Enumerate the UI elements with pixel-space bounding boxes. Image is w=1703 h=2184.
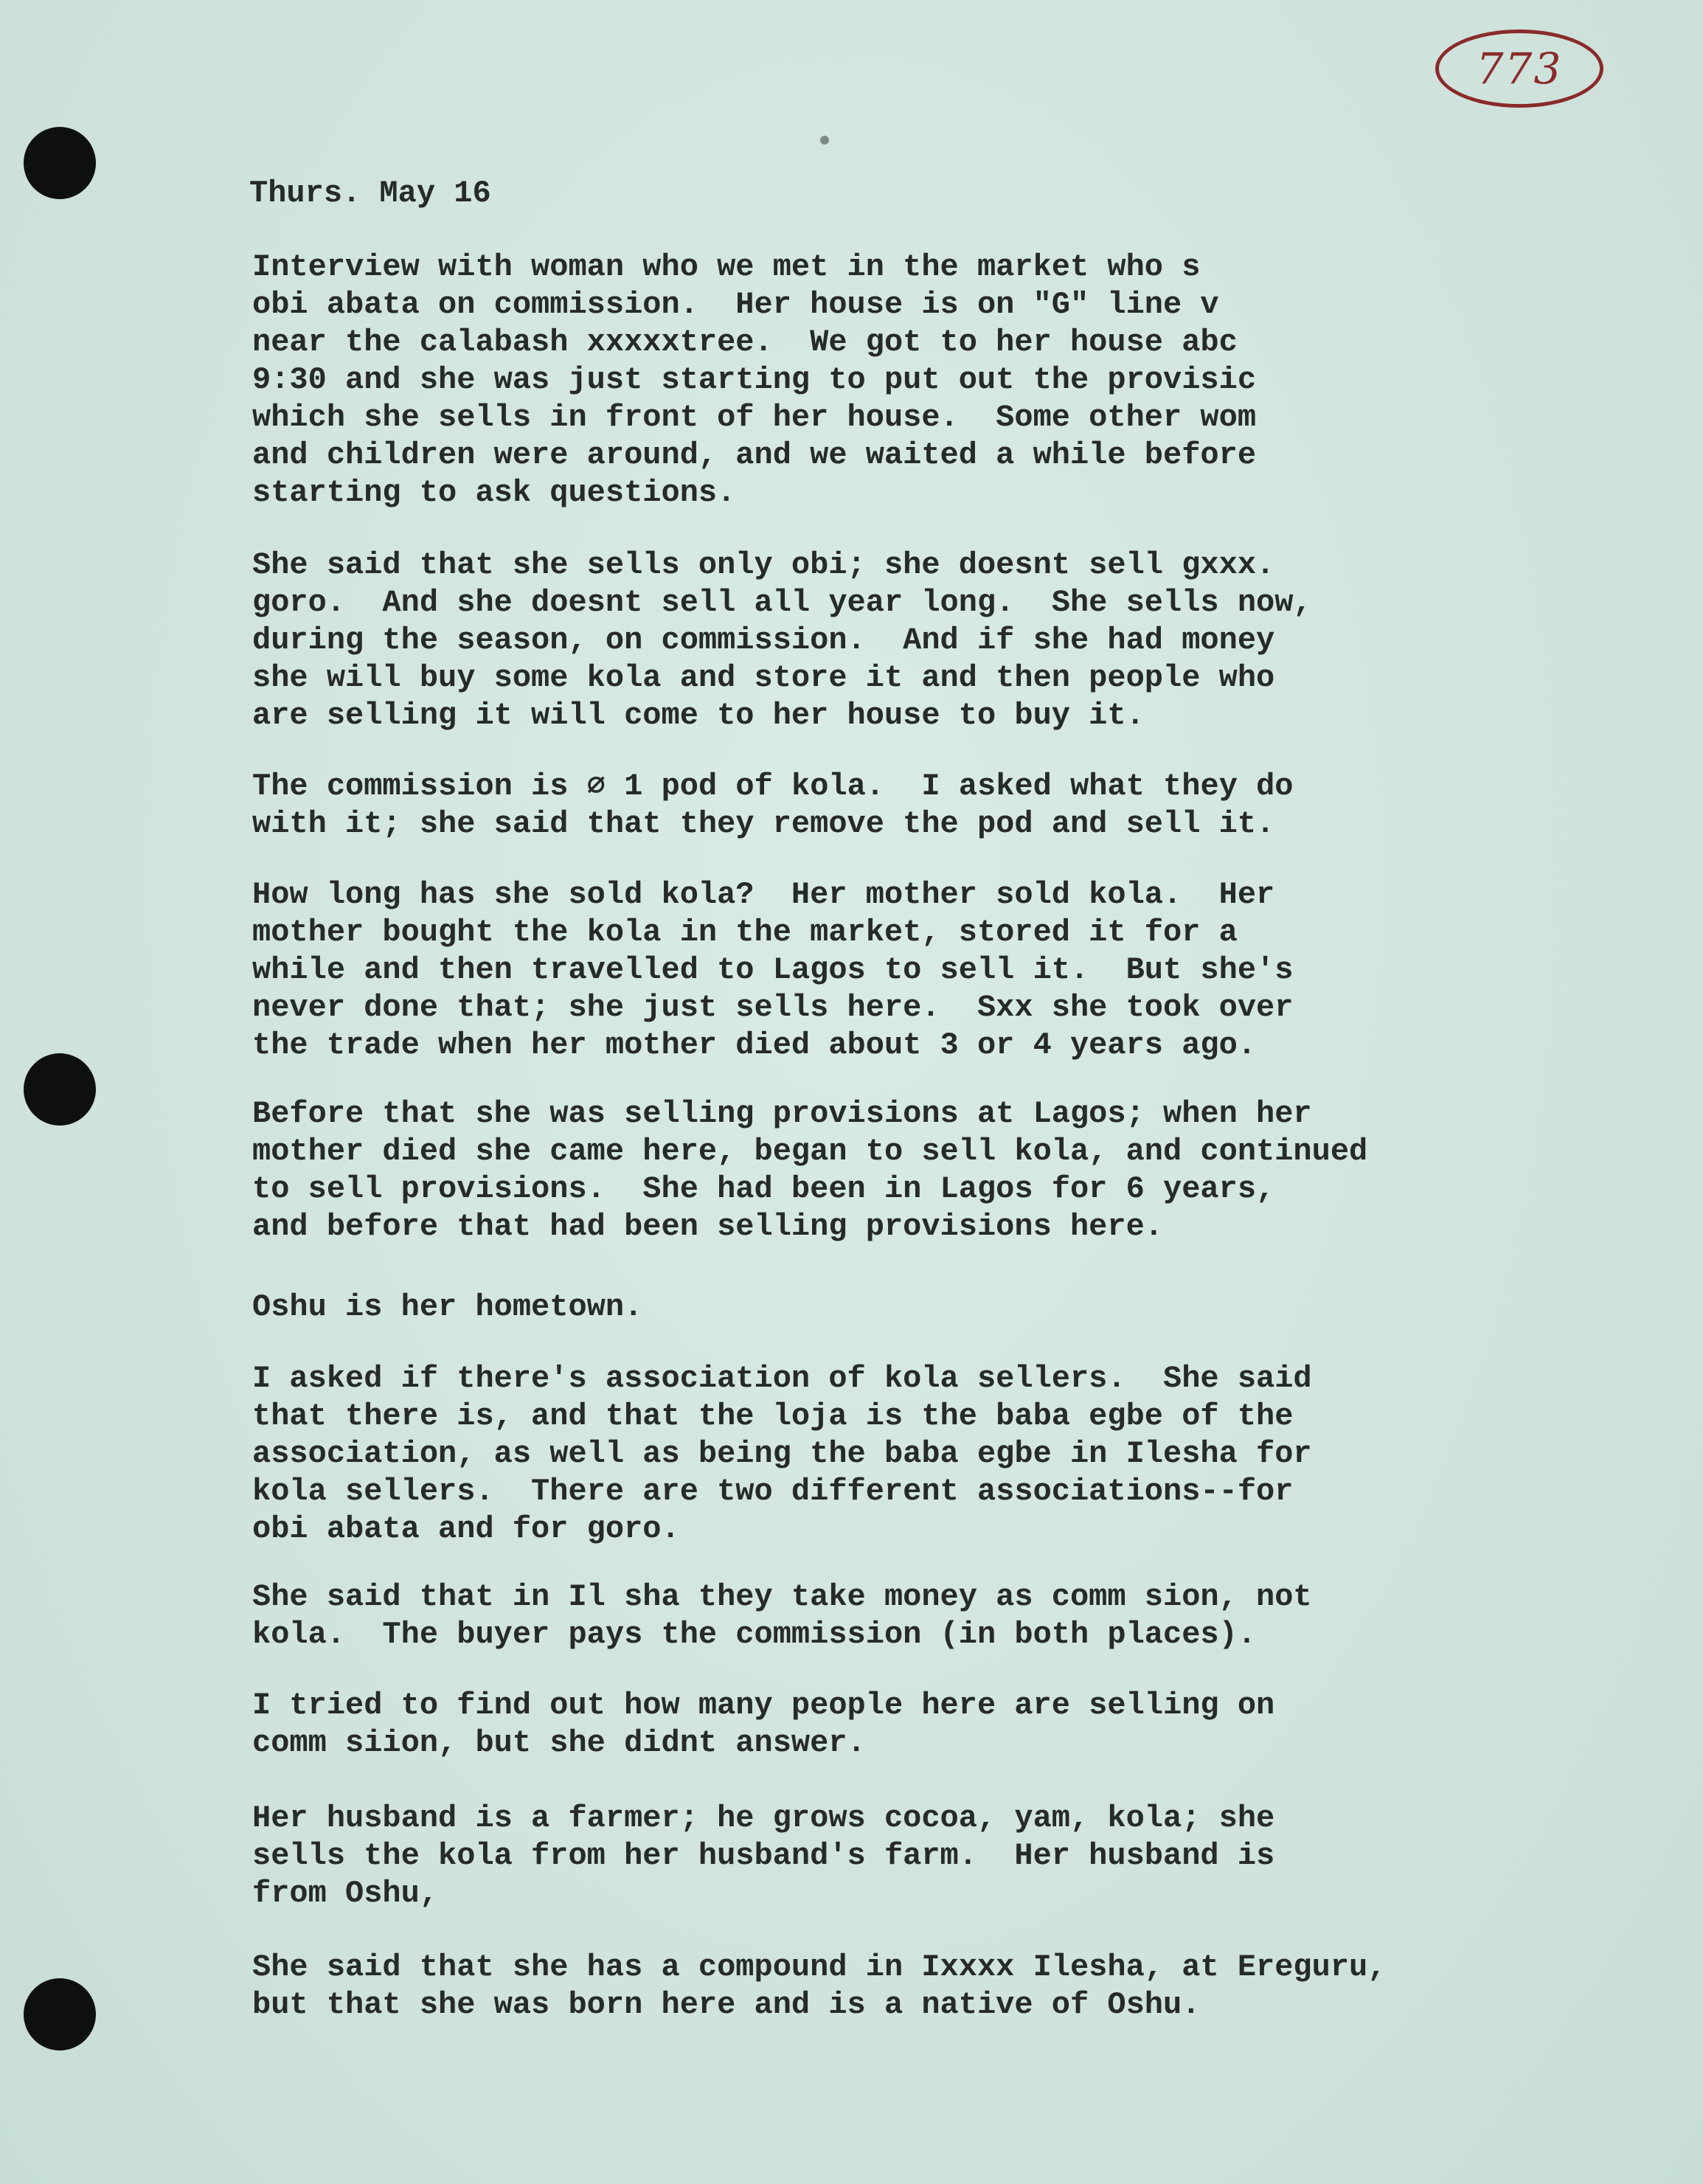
text-line: mother bought the kola in the market, stored it for a	[252, 915, 1238, 950]
text-line: goro. And she doesnt sell all year long. She sells now,	[252, 585, 1312, 620]
text-line: Before that she was selling provisions at Lagos; when her	[252, 1096, 1312, 1131]
paragraph-history	[252, 876, 1293, 1064]
text-line: How long has she sold kola? Her mother sold kola. Her	[252, 877, 1275, 912]
text-line: I tried to find out how many people here are selling on	[252, 1688, 1275, 1723]
text-line: never done that; she just sells here. Sxx she took over	[252, 990, 1294, 1025]
text-line: obi abata on commission. Her house is on "G" line v	[252, 287, 1219, 322]
text-line: starting to ask questions.	[252, 475, 736, 510]
text-line: The commission is ∅ 1 pod of kola. I asked what they do	[252, 769, 1294, 804]
text-line: She said that she has a compound in Ixxxx Ilesha, at Ereguru,	[252, 1949, 1387, 1985]
text-line: from Oshu,	[252, 1876, 439, 1911]
text-line: and before that had been selling provisions here.	[252, 1209, 1164, 1244]
paragraph-commission	[252, 768, 1294, 843]
text-line: to sell provisions. She had been in Lagos for 6 years,	[252, 1171, 1275, 1207]
text-line: She said that in Il sha they take money as comm sion, not	[252, 1579, 1312, 1615]
text-line: Interview with woman who we met in the market who s	[252, 249, 1201, 285]
paragraph-interview	[252, 249, 1256, 512]
binder-hole	[24, 127, 96, 199]
text-line: are selling it will come to her house to buy it.	[252, 698, 1145, 733]
paragraph-ilesha-commission	[252, 1578, 1312, 1654]
text-line: Her husband is a farmer; he grows cocoa, yam, kola; she	[252, 1800, 1275, 1836]
text-line: comm siion, but she didnt answer.	[252, 1725, 866, 1761]
paragraph-lagos	[252, 1095, 1367, 1246]
text-line: association, as well as being the baba egbe in Ilesha for	[252, 1436, 1312, 1471]
text-line: obi abata and for goro.	[252, 1511, 680, 1547]
text-line: during the season, on commission. And if she had money	[252, 623, 1275, 658]
entry-date: Thurs. May 16	[249, 176, 491, 211]
text-line: near the calabash xxxxxtree. We got to her house abc	[252, 325, 1238, 360]
paragraph-how-many	[252, 1687, 1274, 1762]
text-line: kola sellers. There are two different associations--for	[252, 1474, 1294, 1509]
text-line: 9:30 and she was just starting to put out the provisic	[252, 362, 1257, 398]
text-line: but that she was born here and is a native of Oshu.	[252, 1987, 1201, 2022]
binder-hole	[24, 1053, 96, 1126]
text-line: and children were around, and we waited a while before	[252, 437, 1257, 473]
paragraph-compound	[252, 1949, 1386, 2024]
text-line: I asked if there's association of kola sellers. She said	[252, 1361, 1312, 1396]
text-line: with it; she said that they remove the pod and sell it.	[252, 806, 1275, 842]
text-line: Oshu is her hometown.	[252, 1289, 643, 1325]
paragraph-husband	[252, 1800, 1274, 1913]
text-line: that there is, and that the loja is the baba egbe of the	[252, 1398, 1294, 1434]
paper-speck	[820, 136, 829, 145]
paragraph-sells-obi	[252, 547, 1312, 735]
text-line: which she sells in front of her house. Some other wom	[252, 400, 1257, 435]
text-line: mother died she came here, began to sell kola, and continued	[252, 1134, 1368, 1169]
page-number: 773	[1476, 44, 1563, 94]
text-line: sells the kola from her husband's farm. Her husband is	[252, 1838, 1275, 1873]
text-line: she will buy some kola and store it and then people who	[252, 660, 1275, 696]
paragraph-hometown	[252, 1289, 642, 1326]
paragraph-association	[252, 1360, 1312, 1548]
text-line: the trade when her mother died about 3 or 4 years ago.	[252, 1027, 1257, 1063]
text-line: kola. The buyer pays the commission (in both places).	[252, 1617, 1257, 1652]
binder-hole	[24, 1978, 96, 2050]
page-number-circle	[1435, 30, 1603, 108]
text-line: She said that she sells only obi; she doesnt sell gxxx.	[252, 547, 1275, 583]
text-line: while and then travelled to Lagos to sell it. But she's	[252, 952, 1294, 988]
